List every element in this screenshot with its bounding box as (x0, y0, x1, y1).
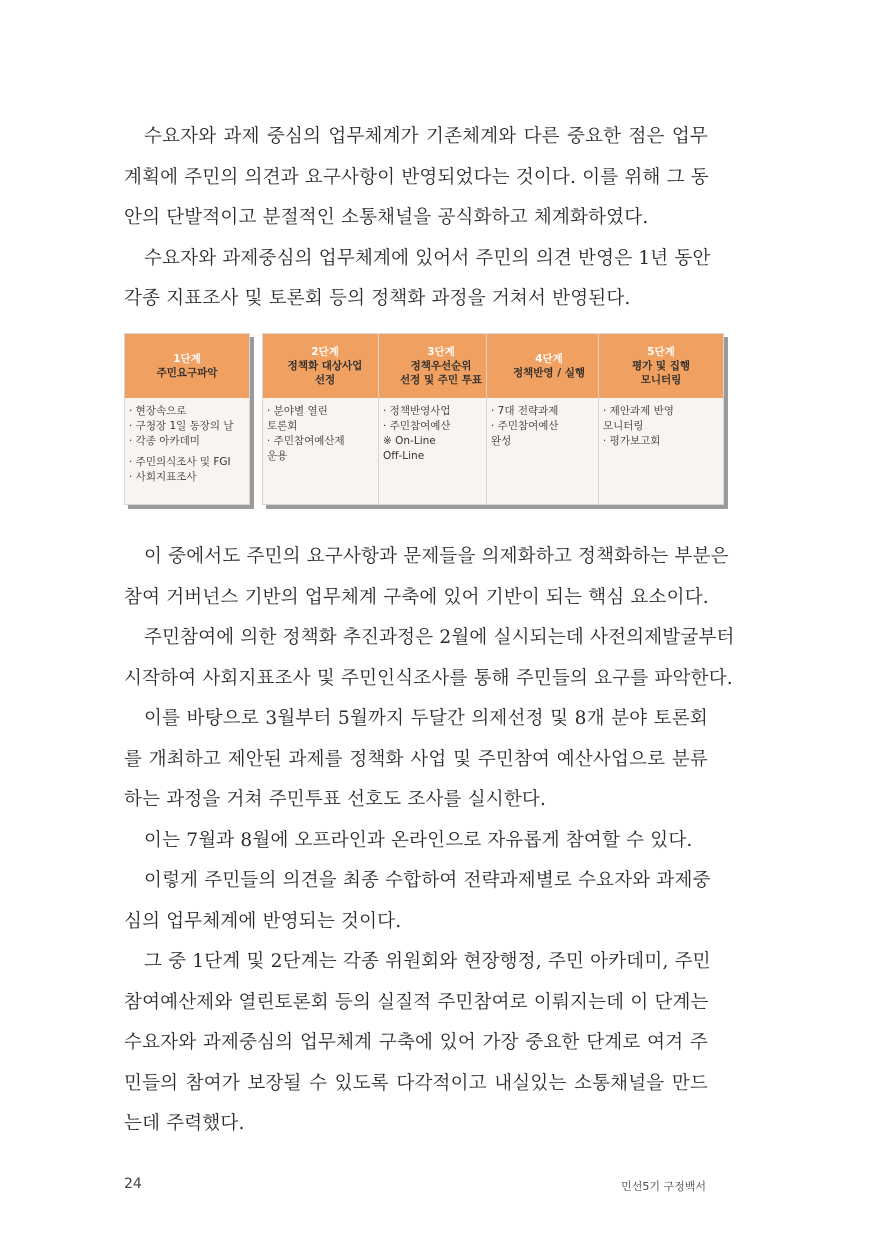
stage-item-list (263, 398, 387, 464)
stage-header (599, 334, 723, 398)
body-paragraph (124, 537, 735, 1145)
stage-item: · 7대 전략과제 (491, 405, 559, 417)
text-line: 각종 지표조사 및 토론회 등의 정책화 과정을 거쳐서 반영된다. (124, 288, 631, 309)
stage-item-list (487, 398, 611, 449)
text-line: 심의 업무체계에 반영되는 것이다. (124, 910, 402, 932)
stage-title: 평가 및 집행 모니터링 (631, 360, 691, 386)
policy-stages-diagram (124, 333, 704, 507)
text-line: 이를 바탕으로 3월부터 5월까지 두달간 의제선정 및 8개 분야 토론회 (144, 708, 708, 729)
stage-header (263, 334, 387, 398)
text-line: 는데 주력했다. (124, 1113, 245, 1134)
text-line: 이 중에서도 주민의 요구사항과 문제들을 의제화하고 정책화하는 부분은 (144, 546, 729, 567)
stage-item: · 주민의식조사 및 FGI (129, 456, 231, 468)
stage-item: · 사회지표조사 (129, 471, 197, 483)
stage-item: · 주민참여예산제 운용 (267, 435, 345, 462)
text-line: 하는 과정을 거쳐 주민투표 선호도 조사를 실시한다. (124, 789, 547, 810)
stage-item: · 평가보고회 (603, 435, 661, 447)
stage-box-1 (124, 333, 250, 505)
text-line: 참여예산제와 열린토론회 등의 실질적 주민참여로 이뤄지는데 이 단계는 (124, 991, 709, 1013)
stage-item: · 현장속으로 (129, 405, 187, 417)
stage-header (379, 334, 503, 398)
stage-item: · 구청장 1일 동장의 날 (129, 420, 234, 432)
text-line: 이렇게 주민들의 의견을 최종 수합하여 전략과제별로 수요자와 과제중 (144, 870, 711, 891)
text-line: 계획에 주민의 의견과 요구사항이 반영되었다는 것이다. 이를 위해 그 동 (124, 166, 709, 188)
stage-item: · 주민참여예산 (383, 420, 451, 432)
stage-number: 1단계 (173, 353, 201, 365)
stage-item-list (125, 398, 249, 485)
stage-number: 2단계 (311, 346, 339, 358)
text-line: 시작하여 사회지표조사 및 주민인식조사를 통해 주민들의 요구를 파악한다. (124, 667, 733, 689)
stage-item: ※ On-Line Off-Line (383, 435, 436, 462)
text-line: 수요자와 과제 중심의 업무체계가 기존체계와 다른 중요한 점은 업무 (144, 126, 708, 147)
stage-item: · 정책반영사업 (383, 405, 451, 417)
text-line: 안의 단발적이고 분절적인 소통채널을 공식화하고 체계화하였다. (124, 207, 649, 228)
stage-item: · 각종 아카데미 (129, 435, 200, 447)
stage-title: 주민요구파악 (156, 367, 218, 379)
text-line: 주민참여에 의한 정책화 추진과정은 2월에 실시되는데 사전의제발굴부터 (144, 627, 735, 648)
stage-number: 5단계 (647, 346, 675, 358)
stage-item-list (599, 398, 723, 449)
text-line: 를 개최하고 제안된 과제를 정책화 사업 및 주민참여 예산사업으로 분류 (124, 748, 708, 770)
text-line: 참여 거버넌스 기반의 업무체계 구축에 있어 기반이 되는 핵심 요소이다. (124, 586, 709, 608)
stage-title: 정책반영 / 실행 (512, 367, 585, 379)
intro-paragraph (124, 117, 711, 320)
stage-box-4 (486, 333, 612, 505)
stage-item: · 분야별 열린 토론회 (267, 405, 328, 432)
stage-number: 3단계 (427, 346, 455, 358)
text-line: 수요자와 과제중심의 업무체계 구축에 있어 가장 중요한 단계로 여겨 주 (124, 1032, 708, 1053)
stage-title: 정책화 대상사업 선정 (287, 360, 363, 386)
stage-box-5 (598, 333, 724, 505)
stage-header (125, 334, 249, 398)
stage-number: 4단계 (535, 353, 563, 365)
book-title: 민선5기 구정백서 (621, 1180, 706, 1193)
text-line: 그 중 1단계 및 2단계는 각종 위원회와 현장행정, 주민 아카데미, 주민 (144, 951, 711, 972)
text-line: 수요자와 과제중심의 업무체계에 있어서 주민의 의견 반영은 1년 동안 (144, 247, 711, 269)
stage-item: · 제안과제 반영 모니터링 (603, 405, 674, 432)
stage-header (487, 334, 611, 398)
page-number: 24 (124, 1176, 142, 1192)
text-line: 이는 7월과 8월에 오프라인과 온라인으로 자유롭게 참여할 수 있다. (144, 829, 693, 851)
stage-title: 정책우선순위 선정 및 주민 투표 (400, 360, 482, 386)
stage-item-list (379, 398, 503, 464)
stage-box-2 (262, 333, 388, 505)
text-line: 민들의 참여가 보장될 수 있도록 다각적이고 내실있는 소통채널을 만드 (124, 1072, 708, 1094)
stage-item: · 주민참여예산 완성 (491, 420, 559, 447)
